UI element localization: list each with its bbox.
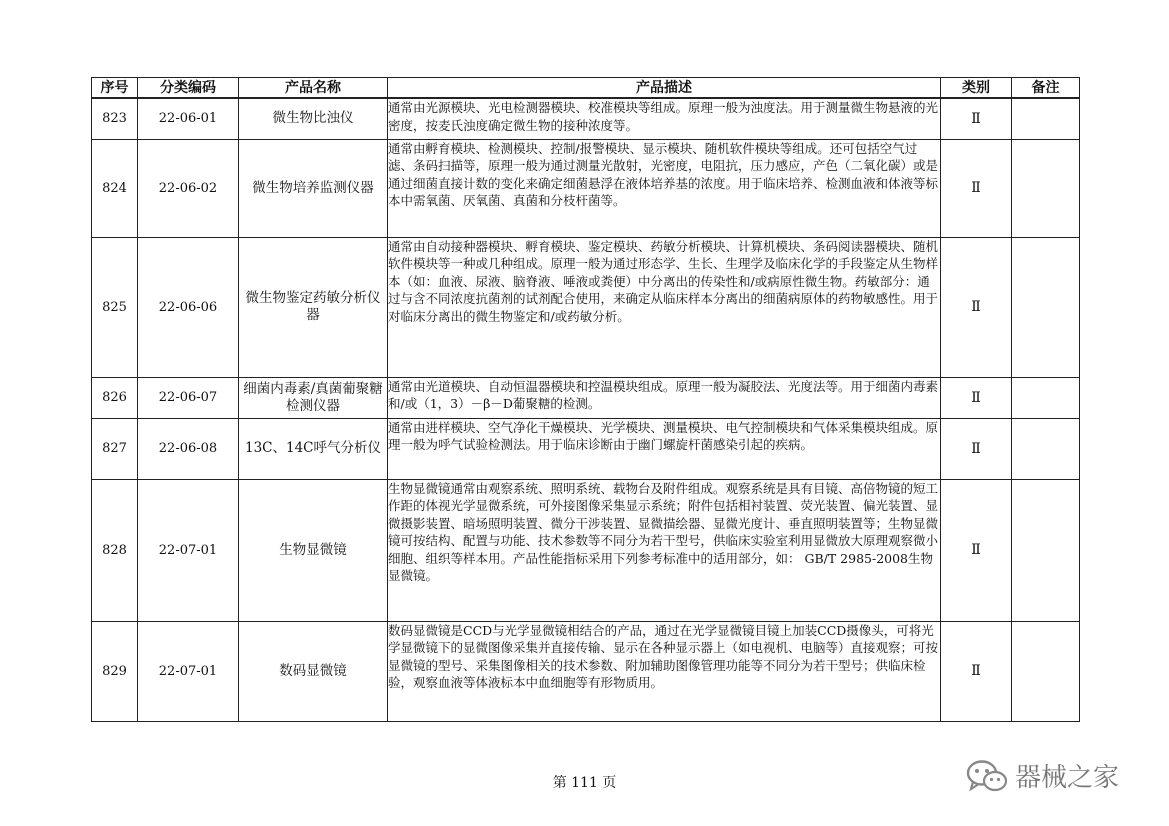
table-row xyxy=(92,418,1080,479)
header-note: 备注 xyxy=(1012,78,1080,99)
table-row xyxy=(92,139,1080,237)
row-name: 微生物比浊仪 xyxy=(239,98,388,139)
row-desc: 通常由光源模块、光电检测器模块、校准模块等组成。原理一般为浊度法。用于测量微生物悬液的光密度，按麦氏浊度确定微生物的接种浓度等。 xyxy=(388,98,941,139)
row-code: 22-07-01 xyxy=(138,479,239,621)
row-category: Ⅱ xyxy=(941,479,1012,621)
row-category: Ⅱ xyxy=(941,377,1012,418)
row-desc: 数码显微镜是CCD与光学显微镜相结合的产品，通过在光学显微镜目镜上加装CCD摄像头，可将光学显微镜下的显微图像采集并直接传输、显示在各种显示器上（如电视机、电脑等）直接观察；可按显微镜的型号、采集图像相关的技术参数、附加辅助图像管理功能等不同分为若干型号；供临床检验，观察血液等体液标本中血细胞等有形物质用。 xyxy=(388,621,941,721)
row-category: Ⅱ xyxy=(941,139,1012,237)
table-row xyxy=(92,479,1080,621)
table-row xyxy=(92,621,1080,721)
watermark-text: 器械之家 xyxy=(1015,763,1120,793)
table-row xyxy=(92,237,1080,377)
row-category: Ⅱ xyxy=(941,621,1012,721)
row-name: 数码显微镜 xyxy=(239,621,388,721)
row-seq: 825 xyxy=(92,237,138,377)
row-code: 22-06-06 xyxy=(138,237,239,377)
row-code: 22-07-01 xyxy=(138,621,239,721)
row-note xyxy=(1012,479,1080,621)
catalog-table xyxy=(91,77,1080,722)
row-note xyxy=(1012,237,1080,377)
row-name: 微生物培养监测仪器 xyxy=(239,139,388,237)
row-seq: 823 xyxy=(92,98,138,139)
header-category: 类别 xyxy=(941,78,1012,99)
row-category: Ⅱ xyxy=(941,98,1012,139)
row-note xyxy=(1012,139,1080,237)
row-desc: 通常由进样模块、空气净化干燥模块、光学模块、测量模块、电气控制模块和气体采集模块组成。原理一般为呼气试验检测法。用于临床诊断由于幽门螺旋杆菌感染引起的疾病。 xyxy=(388,418,941,479)
row-seq: 826 xyxy=(92,377,138,418)
page-number: 第 111 页 xyxy=(552,775,617,791)
row-desc: 通常由孵育模块、检测模块、控制/报警模块、显示模块、随机软件模块等组成。还可包括空气过滤、条码扫描等，原理一般为通过测量光散射，光密度，电阻抗，压力感应，产色（二氧化碳）或是通过细菌直接计数的变化来确定细菌悬浮在液体培养基的浓度。用于临床培养、检测血液和体液等标本中需氧菌、厌氧菌、真菌和分枝杆菌等。 xyxy=(388,139,941,237)
row-name: 细菌内毒素/真菌葡聚糖检测仪器 xyxy=(239,377,388,418)
row-note xyxy=(1012,418,1080,479)
header-desc: 产品描述 xyxy=(388,78,941,99)
row-note xyxy=(1012,98,1080,139)
table-row xyxy=(92,377,1080,418)
row-code: 22-06-01 xyxy=(138,98,239,139)
row-code: 22-06-08 xyxy=(138,418,239,479)
row-category: Ⅱ xyxy=(941,418,1012,479)
row-name: 微生物鉴定药敏分析仪器 xyxy=(239,237,388,377)
row-code: 22-06-02 xyxy=(138,139,239,237)
row-note xyxy=(1012,377,1080,418)
row-name: 生物显微镜 xyxy=(239,479,388,621)
header-name: 产品名称 xyxy=(239,78,388,99)
row-seq: 824 xyxy=(92,139,138,237)
row-desc: 通常由自动接种器模块、孵育模块、鉴定模块、药敏分析模块、计算机模块、条码阅读器模块、随机软件模块等一种或几种组成。原理一般为通过形态学、生长、生理学及临床化学的手段鉴定从生物样本（如：血液、尿液、脑脊液、唾液或粪便）中分离出的传染性和/或病原性微生物。药敏部分：通过与含不同浓度抗菌剂的试剂配合使用，来确定从临床样本分离出的细菌病原体的药物敏感性。用于对临床分离出的微生物鉴定和/或药敏分析。 xyxy=(388,237,941,377)
wechat-icon xyxy=(965,758,1009,794)
watermark xyxy=(965,757,1119,794)
header-seq: 序号 xyxy=(92,78,138,99)
row-code: 22-06-07 xyxy=(138,377,239,418)
header-code: 分类编码 xyxy=(138,78,239,99)
table-header-row xyxy=(92,78,1080,99)
row-note xyxy=(1012,621,1080,721)
row-desc: 生物显微镜通常由观察系统、照明系统、载物台及附件组成。观察系统是具有目镜、高倍物镜的短工作距的体视光学显微系统，可外接图像采集显示系统；附件包括相衬装置、荧光装置、偏光装置、显微摄影装置、暗场照明装置、微分干涉装置、显微描绘器、显微光度计、垂直照明装置等；生物显微镜可按结构、配置与功能、技术参数等不同分为若干型号，供临床实验室利用显微放大原理观察微小细胞、组织等样本用。产品性能指标采用下列参考标准中的适用部分，如： GB/T 2985-2008生物显微镜。 xyxy=(388,479,941,621)
row-seq: 827 xyxy=(92,418,138,479)
row-desc: 通常由光道模块、自动恒温器模块和控温模块组成。原理一般为凝胶法、光度法等。用于细菌内毒素和/或（1，3）－β－D葡聚糖的检测。 xyxy=(388,377,941,418)
row-seq: 828 xyxy=(92,479,138,621)
row-seq: 829 xyxy=(92,621,138,721)
table-row xyxy=(92,98,1080,139)
row-category: Ⅱ xyxy=(941,237,1012,377)
row-name: 13C、14C呼气分析仪 xyxy=(239,418,388,479)
